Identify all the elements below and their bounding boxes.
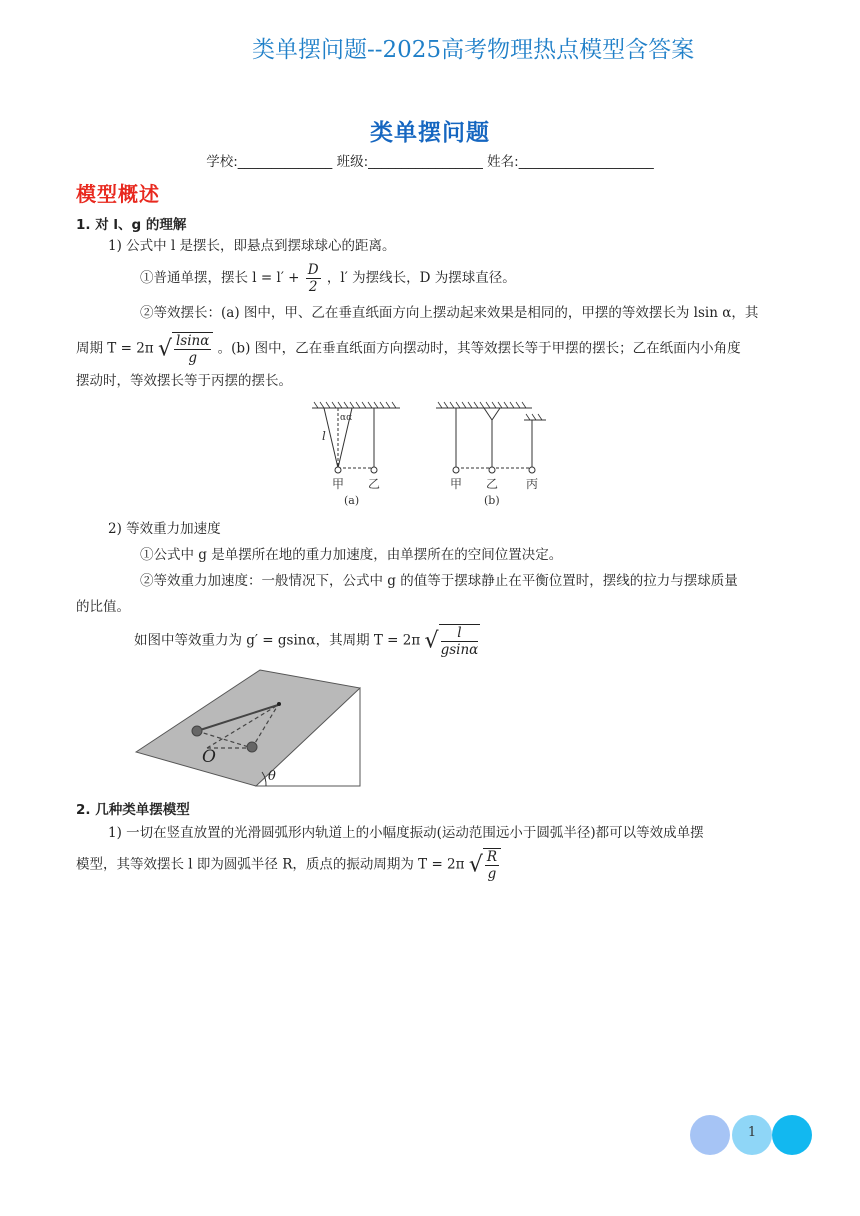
main-title: 类单摆问题 xyxy=(370,120,490,146)
radical-denominator: g xyxy=(188,350,197,366)
figure-b-caption: (b) xyxy=(484,494,500,507)
incline-figure xyxy=(132,668,368,792)
radical-denominator: gsinα xyxy=(440,642,479,658)
paragraph-1: 1) 公式中 l 是摆长，即悬点到摆球球心的距离。 xyxy=(108,238,396,254)
label-yi-a: 乙 xyxy=(368,477,381,491)
formula-line-1a xyxy=(140,262,516,295)
text: ①普通单摆，摆长 l = l′ + xyxy=(140,270,300,286)
item2-title: 2. 几种类单摆模型 xyxy=(76,802,190,818)
page-number-badge xyxy=(690,1115,814,1155)
figure-a-caption: (a) xyxy=(344,494,360,507)
paragraph-2: 2) 等效重力加速度 xyxy=(108,521,221,537)
fraction xyxy=(306,262,321,295)
paragraph-1b-line1: ②等效摆长：(a) 图中，甲、乙在垂直纸面方向上摆动起来效果是相同的，甲摆的等效摆长为 lsin α，其 xyxy=(140,305,759,321)
text: 周期 T = 2π xyxy=(76,340,154,357)
radical-sign-icon: √ xyxy=(468,852,483,878)
paragraph-1b-line2 xyxy=(76,332,741,366)
alpha-label: αα xyxy=(340,413,353,423)
paragraph-2b-line1: ②等效重力加速度：一般情况下，公式中 g 的值等于摆球静止在平衡位置时，摆线的拉力与摆球质量 xyxy=(140,573,738,589)
origin-label: O xyxy=(202,747,216,767)
label-bing-b: 丙 xyxy=(526,477,539,491)
paragraph-1b-line3: 摆动时，等效摆长等于丙摆的摆长。 xyxy=(76,373,292,389)
label-jia-b: 甲 xyxy=(450,477,463,491)
paragraph-3-line2 xyxy=(76,848,501,882)
label-yi-b: 乙 xyxy=(486,477,499,491)
paragraph-2a: ①公式中 g 是单摆所在地的重力加速度，由单摆所在的空间位置决定。 xyxy=(140,547,563,563)
radical-denominator: g xyxy=(487,866,497,882)
label-jia-a: 甲 xyxy=(332,477,345,491)
text: ，l′ 为摆线长，D 为摆球直径。 xyxy=(326,270,516,286)
section-heading: 模型概述 xyxy=(76,182,160,206)
text: 如图中等效重力为 g′ = gsinα，其周期 T = 2π xyxy=(134,632,421,649)
radical-numerator: R xyxy=(486,849,498,865)
radical-sign-icon: √ xyxy=(157,336,172,362)
item1-title: 1. 对 l、g 的理解 xyxy=(76,217,187,233)
page-badge-right-circle xyxy=(772,1115,812,1155)
l-label: l xyxy=(322,429,326,443)
text: 模型，其等效摆长 l 即为圆弧半径 R，质点的振动周期为 T = 2π xyxy=(76,856,465,873)
paragraph-2b-line2: 的比值。 xyxy=(76,599,130,615)
pendulum-figure xyxy=(300,400,560,510)
paragraph-2c xyxy=(134,624,480,658)
fraction-numerator: D xyxy=(307,262,319,278)
paragraph-3-line1: 1) 一切在竖直放置的光滑圆弧形内轨道上的小幅度振动(运动范围远小于圆弧半径)都可以等效成单摆 xyxy=(108,825,704,841)
square-root xyxy=(469,848,501,882)
student-info-line: 学校:______________ 班级:_________________ 姓名:____________________ xyxy=(206,154,654,170)
page-number: 1 xyxy=(747,1125,757,1140)
text: 。(b) 图中，乙在垂直纸面方向摆动时，其等效摆长等于甲摆的摆长；乙在纸面内小角度 xyxy=(217,340,741,357)
fraction-denominator: 2 xyxy=(308,279,318,295)
page-badge-left-circle xyxy=(690,1115,730,1155)
theta-label: θ xyxy=(268,769,276,784)
square-root xyxy=(158,332,213,366)
document-title: 类单摆问题--2025高考物理热点模型含答案 xyxy=(252,37,695,63)
square-root xyxy=(425,624,481,658)
radical-numerator: lsinα xyxy=(175,333,210,349)
radical-numerator: l xyxy=(441,625,479,642)
radical-sign-icon: √ xyxy=(424,628,439,654)
